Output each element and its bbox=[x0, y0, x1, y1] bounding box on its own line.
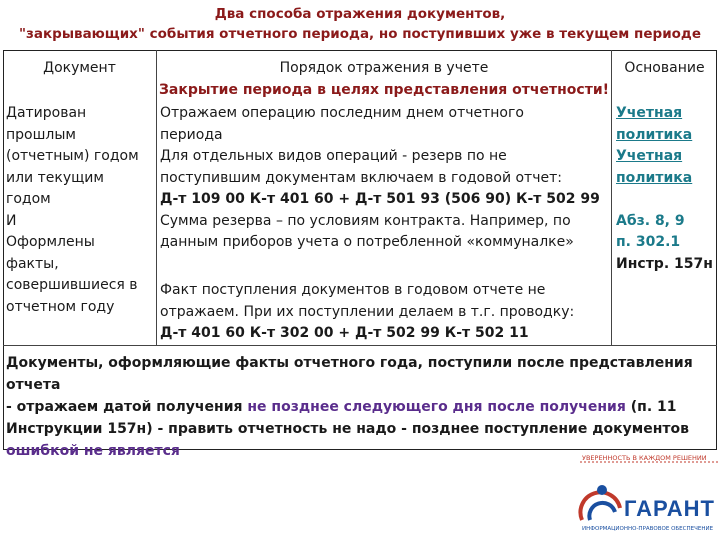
basis-col-text bbox=[616, 103, 713, 275]
basis-ref-instruction: Инстр. 157н bbox=[616, 255, 713, 272]
footer-text-part: (п. 11 bbox=[625, 399, 677, 415]
document-line: (отчетным) годом bbox=[6, 148, 139, 164]
document-col-text bbox=[6, 103, 139, 318]
footer-line bbox=[6, 396, 714, 418]
document-line: Датирован bbox=[6, 105, 87, 121]
subheader-period-closing: Закрытие периода в целях представления отчетности! bbox=[158, 82, 610, 98]
logo-subtitle: ИНФОРМАЦИОННО-ПРАВОВОЕ ОБЕСПЕЧЕНИЕ bbox=[582, 526, 714, 532]
title-line-1: Два способа отражения документов, bbox=[214, 6, 506, 22]
document-line: И bbox=[6, 212, 17, 229]
footer-text-part: - отражаем датой получения bbox=[6, 399, 248, 415]
footer-highlight-not-error: ошибкой не является bbox=[6, 443, 180, 459]
document-line: совершившиеся в bbox=[6, 277, 138, 293]
order-line: отражаем. При их поступлении делаем в т.г. проводку: bbox=[160, 303, 575, 320]
footer-note bbox=[6, 352, 714, 462]
basis-ref-point: п. 302.1 bbox=[616, 234, 681, 250]
order-line: периода bbox=[160, 126, 223, 143]
order-col-block-1 bbox=[160, 103, 600, 254]
garant-logo bbox=[560, 450, 720, 540]
footer-highlight-deadline: не позднее следующего дня после получения bbox=[247, 399, 626, 415]
table-bottom-divider bbox=[3, 345, 717, 346]
logo-tagline: УВЕРЕННОСТЬ В КАЖДОМ РЕШЕНИИ bbox=[582, 454, 707, 462]
order-line: Отражаем операцию последним днем отчетного bbox=[160, 105, 524, 121]
document-line: факты, bbox=[6, 255, 59, 272]
accounting-policy-link-1[interactable]: Учетная bbox=[616, 105, 683, 121]
accounting-policy-link-2b[interactable]: политика bbox=[616, 169, 693, 186]
basis-spacer bbox=[616, 189, 713, 211]
document-line: отчетном году bbox=[6, 298, 115, 315]
logo-name: ГАРАНТ bbox=[624, 496, 715, 521]
order-line: Сумма резерва – по условиям контракта. Например, по bbox=[160, 212, 571, 229]
document-line: Оформлены bbox=[6, 234, 95, 250]
column-divider-2 bbox=[611, 50, 612, 345]
accounting-policy-link-1b[interactable]: политика bbox=[616, 126, 693, 143]
basis-ref-paragraph: Абз. 8, 9 bbox=[616, 212, 685, 229]
header-basis: Основание bbox=[624, 60, 705, 76]
accounting-policy-link-2[interactable]: Учетная bbox=[616, 148, 683, 164]
order-posting-1: Д-т 109 00 К-т 401 60 + Д-т 501 93 (506 90) К-т 502 99 bbox=[160, 191, 600, 207]
footer-line: Инструкции 157н) - править отчетность не надо - позднее поступление документов bbox=[6, 421, 689, 437]
order-line: Факт поступления документов в годовом отчете не bbox=[160, 282, 546, 298]
order-line: поступившим документам включаем в годовой отчет: bbox=[160, 169, 562, 186]
slide-title bbox=[0, 4, 720, 44]
order-line: данным приборов учета о потребленной «коммуналке» bbox=[160, 234, 574, 250]
document-line: прошлым bbox=[6, 126, 76, 143]
header-document: Документ bbox=[43, 60, 116, 76]
footer-line: Документы, оформляющие факты отчетного года, поступили после представления отчета bbox=[6, 355, 693, 393]
order-posting-2: Д-т 401 60 К-т 302 00 + Д-т 502 99 К-т 502 11 bbox=[160, 325, 529, 341]
order-line: Для отдельных видов операций - резерв по не bbox=[160, 148, 507, 164]
header-order: Порядок отражения в учете bbox=[279, 60, 489, 76]
document-line: или текущим bbox=[6, 169, 104, 186]
order-col-block-2 bbox=[160, 280, 574, 345]
document-line: годом bbox=[6, 191, 51, 207]
title-line-2: "закрывающих" события отчетного периода, но поступивших уже в текущем периоде bbox=[19, 26, 701, 42]
